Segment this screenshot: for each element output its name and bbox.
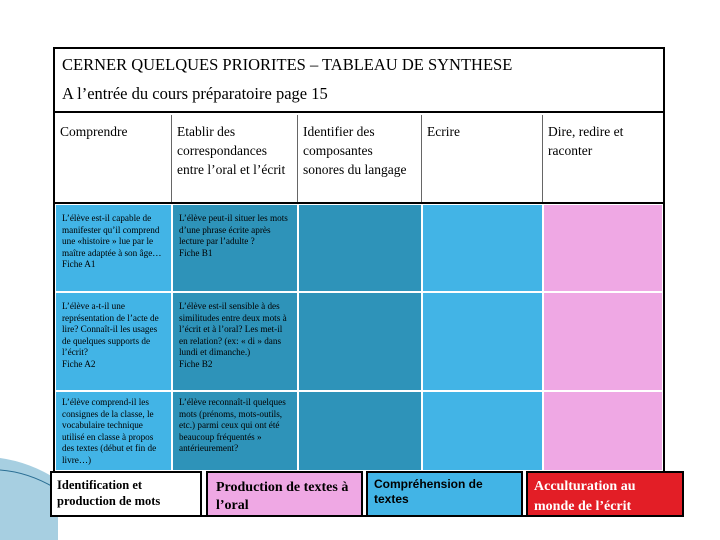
header-correspondances: Etablir des correspondances entre l’oral et l’écrit — [172, 115, 298, 203]
row1-correspondances — [172, 204, 298, 292]
page-title: CERNER QUELQUES PRIORITES – TABLEAU DE SYNTHESE — [62, 55, 513, 74]
row3-ecrire — [422, 391, 543, 471]
row1-correspondances-text: L’élève peut-il situer les mots d’une phrase écrite après lecture par l’adulte ? — [179, 213, 288, 246]
row2-composantes — [298, 292, 422, 391]
footer-identification — [50, 471, 202, 517]
footer-production-label: Production de textes à l’oral — [216, 480, 349, 513]
title-box — [55, 49, 663, 113]
footer-identification-label: Identification et production de mots — [57, 478, 161, 508]
row2-dire — [543, 292, 663, 391]
header-dire-redire: Dire, redire et raconter — [543, 115, 663, 203]
row2-ecrire — [422, 292, 543, 391]
row3-correspondances-text: L’élève reconnaît-il quelques mots (prénoms, mots-outils, etc.) parmi ceux qui ont été beaucoup fréquentés » antérieurement? — [179, 397, 286, 453]
header-ecrire: Ecrire — [422, 115, 543, 203]
page-subtitle: A l’entrée du cours préparatoire page 15 — [62, 84, 328, 103]
footer-acculturation — [526, 471, 684, 517]
row1-comprendre — [55, 204, 172, 292]
header-comprendre: Comprendre — [55, 115, 172, 203]
row2-comprendre-text: L’élève a-t-il une représentation de l’acte de lire? Connaît-il les usages de quelques supports de l’écrit? — [62, 301, 159, 357]
footer-comprehension-label: Compréhension de textes — [374, 477, 483, 506]
footer-production — [206, 471, 363, 517]
header-composantes-sonores: Identifier des composantes sonores du langage — [298, 115, 422, 203]
row2-correspondances — [172, 292, 298, 391]
row2-comprendre-ref: Fiche A2 — [62, 358, 96, 369]
row2-correspondances-text: L’élève est-il sensible à des similitudes entre deux mots à l’écrit et à l’oral? Les met-il en relation? (ex: « di » dans lundi et dimanche.) — [179, 301, 287, 357]
row1-comprendre-ref: Fiche A1 — [62, 259, 96, 269]
row1-composantes — [298, 204, 422, 292]
row3-correspondances — [172, 391, 298, 471]
row2-comprendre — [55, 292, 172, 391]
row3-dire — [543, 391, 663, 471]
row1-correspondances-ref: Fiche B1 — [179, 247, 213, 258]
row1-dire — [543, 204, 663, 292]
footer-comprehension — [366, 471, 523, 517]
row2-correspondances-ref: Fiche B2 — [179, 358, 213, 369]
row3-comprendre — [55, 391, 172, 471]
row3-comprendre-text: L’élève comprend-il les consignes de la classe, le vocabulaire technique utilisé en classe à propos des textes (début et fin de livre…) — [62, 397, 157, 465]
row3-composantes — [298, 391, 422, 471]
row1-comprendre-text: L’élève est-il capable de manifester qu’il comprend une «histoire » lue par le maître adaptée à son âge… — [62, 213, 162, 258]
row1-ecrire — [422, 204, 543, 292]
footer-acculturation-label: Acculturation au monde de l’écrit — [534, 479, 636, 514]
